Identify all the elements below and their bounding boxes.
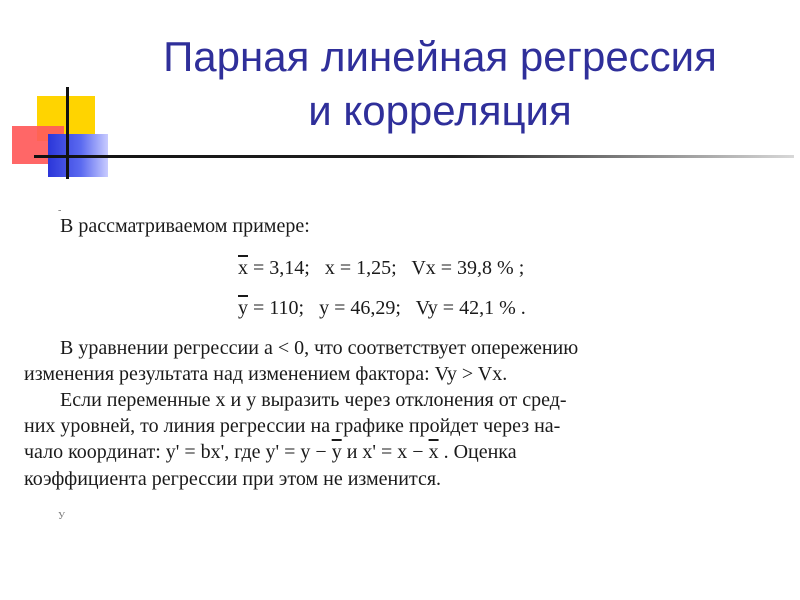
slide-title (110, 30, 770, 138)
x-mean-value: = 3,14; (253, 257, 310, 279)
formula-x-stats (238, 257, 524, 280)
x-mean-overline: $\overline{x}$ (428, 441, 439, 463)
paragraph2-line2: них уровней, то линия регрессии на графике пройдет через на- (24, 415, 561, 437)
paragraph2-line3-part-c: . Оценка (443, 441, 517, 463)
paragraph1-line2: изменения результата над изменением фактора: Vy > Vx. (24, 363, 508, 385)
paragraph2-line4: коэффициента регрессии при этом не изменится. (24, 468, 442, 490)
y-mean-overline: $\overline{y}$ (331, 441, 342, 463)
vertical-divider (66, 87, 69, 179)
paragraph2-line3-part-a: чало координат: y' = bx', где y' = y − (24, 441, 327, 463)
x-sigma: x = 1,25; (324, 257, 397, 279)
scanned-text-block (22, 205, 772, 525)
paragraph2-line3 (24, 441, 517, 464)
title-line-1: Парная линейная регрессия (163, 33, 717, 80)
y-mean-value: = 110; (253, 297, 305, 319)
x-mean-symbol: $\overline{x}$ (238, 257, 248, 279)
vy-value: Vy = 42,1 % . (415, 297, 526, 319)
formula-y-stats (238, 297, 526, 320)
bottom-mark: У (58, 511, 66, 522)
y-mean-symbol: $\overline{y}$ (238, 297, 248, 319)
paragraph2-line3-part-b: и x' = x − (346, 441, 424, 463)
paragraph1-line1: В уравнении регрессии a < 0, что соответствует опережению (60, 337, 579, 359)
title-line-2: и корреляция (308, 87, 572, 134)
horizontal-divider (34, 155, 794, 158)
top-mark: - (58, 205, 62, 216)
paragraph2-line1: Если переменные x и y выразить через отклонения от сред- (60, 389, 567, 411)
y-sigma: y = 46,29; (319, 297, 401, 319)
vx-value: Vx = 39,8 % ; (411, 257, 525, 279)
intro-line: В рассматриваемом примере: (60, 215, 310, 237)
